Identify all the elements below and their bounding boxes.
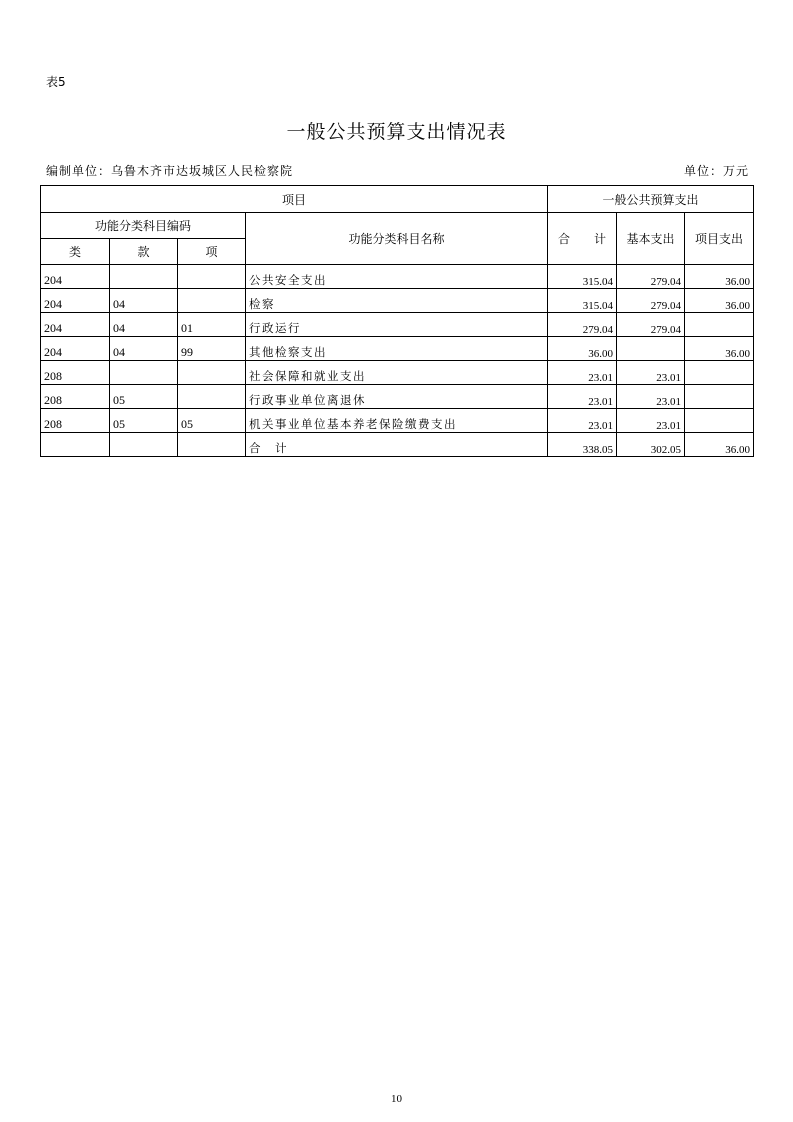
cell-item: 01: [178, 313, 246, 337]
page-title: 一般公共预算支出情况表: [286, 121, 507, 143]
cell-item: [178, 385, 246, 409]
cell-section: 04: [110, 313, 178, 337]
cell-item: [178, 361, 246, 385]
cell-project: [685, 313, 754, 337]
table-row: [41, 265, 754, 289]
cell-name: 机关事业单位基本养老保险缴费支出: [246, 409, 548, 433]
cell-class: 204: [41, 289, 110, 313]
cell-project: 36.00: [685, 289, 754, 313]
cell-name: 行政运行: [246, 313, 548, 337]
cell-project: [685, 409, 754, 433]
cell-class: 208: [41, 409, 110, 433]
cell-class: 208: [41, 361, 110, 385]
cell-basic: 302.05: [617, 433, 685, 457]
table-row: [41, 289, 754, 313]
cell-total: 315.04: [548, 265, 617, 289]
cell-project: 36.00: [685, 337, 754, 361]
header-project-expenditure: 项目支出: [685, 213, 754, 265]
total-row: [41, 433, 754, 457]
cell-class: [41, 433, 110, 457]
cell-basic: 279.04: [617, 289, 685, 313]
cell-section: 04: [110, 337, 178, 361]
cell-basic: 23.01: [617, 361, 685, 385]
currency-unit: 单位：万元: [683, 164, 749, 178]
cell-name: 公共安全支出: [246, 265, 548, 289]
cell-total: 315.04: [548, 289, 617, 313]
page-number: 10: [391, 1093, 402, 1105]
cell-class: 208: [41, 385, 110, 409]
table-row: [41, 313, 754, 337]
header-function-name: 功能分类科目名称: [246, 213, 548, 265]
cell-total: 23.01: [548, 385, 617, 409]
cell-project: 36.00: [685, 265, 754, 289]
cell-class: 204: [41, 313, 110, 337]
header-item: 项: [178, 239, 246, 265]
cell-project: [685, 361, 754, 385]
cell-section: 05: [110, 409, 178, 433]
header-class: 类: [41, 239, 110, 265]
compiling-unit: 编制单位：乌鲁木齐市达坂城区人民检察院: [46, 164, 294, 178]
cell-basic: 279.04: [617, 313, 685, 337]
table-row: [41, 409, 754, 433]
header-general-budget: 一般公共预算支出: [548, 186, 754, 213]
cell-basic: 23.01: [617, 385, 685, 409]
header-total: 合 计: [548, 213, 617, 265]
cell-name: 检察: [246, 289, 548, 313]
table-row: [41, 337, 754, 361]
cell-project: 36.00: [685, 433, 754, 457]
cell-item: [178, 289, 246, 313]
cell-project: [685, 385, 754, 409]
cell-name: 行政事业单位离退休: [246, 385, 548, 409]
header-function-code: 功能分类科目编码: [41, 213, 246, 239]
cell-class: 204: [41, 337, 110, 361]
cell-basic: 279.04: [617, 265, 685, 289]
cell-total: 36.00: [548, 337, 617, 361]
cell-name: 社会保障和就业支出: [246, 361, 548, 385]
cell-item: [178, 265, 246, 289]
header-basic-expenditure: 基本支出: [617, 213, 685, 265]
table-row: [41, 361, 754, 385]
table-row: [41, 385, 754, 409]
cell-class: 204: [41, 265, 110, 289]
cell-item: [178, 433, 246, 457]
cell-section: 05: [110, 385, 178, 409]
cell-basic: 23.01: [617, 409, 685, 433]
cell-total: 23.01: [548, 409, 617, 433]
expenditure-table: [40, 185, 754, 457]
cell-item: 05: [178, 409, 246, 433]
cell-section: [110, 433, 178, 457]
table-label: 表5: [46, 75, 66, 89]
cell-item: 99: [178, 337, 246, 361]
cell-total: 338.05: [548, 433, 617, 457]
cell-total: 279.04: [548, 313, 617, 337]
cell-basic: [617, 337, 685, 361]
cell-section: 04: [110, 289, 178, 313]
header-project: 项目: [41, 186, 548, 213]
cell-name: 其他检察支出: [246, 337, 548, 361]
cell-section: [110, 361, 178, 385]
cell-total: 23.01: [548, 361, 617, 385]
cell-section: [110, 265, 178, 289]
cell-name: 合 计: [246, 433, 548, 457]
header-section: 款: [110, 239, 178, 265]
